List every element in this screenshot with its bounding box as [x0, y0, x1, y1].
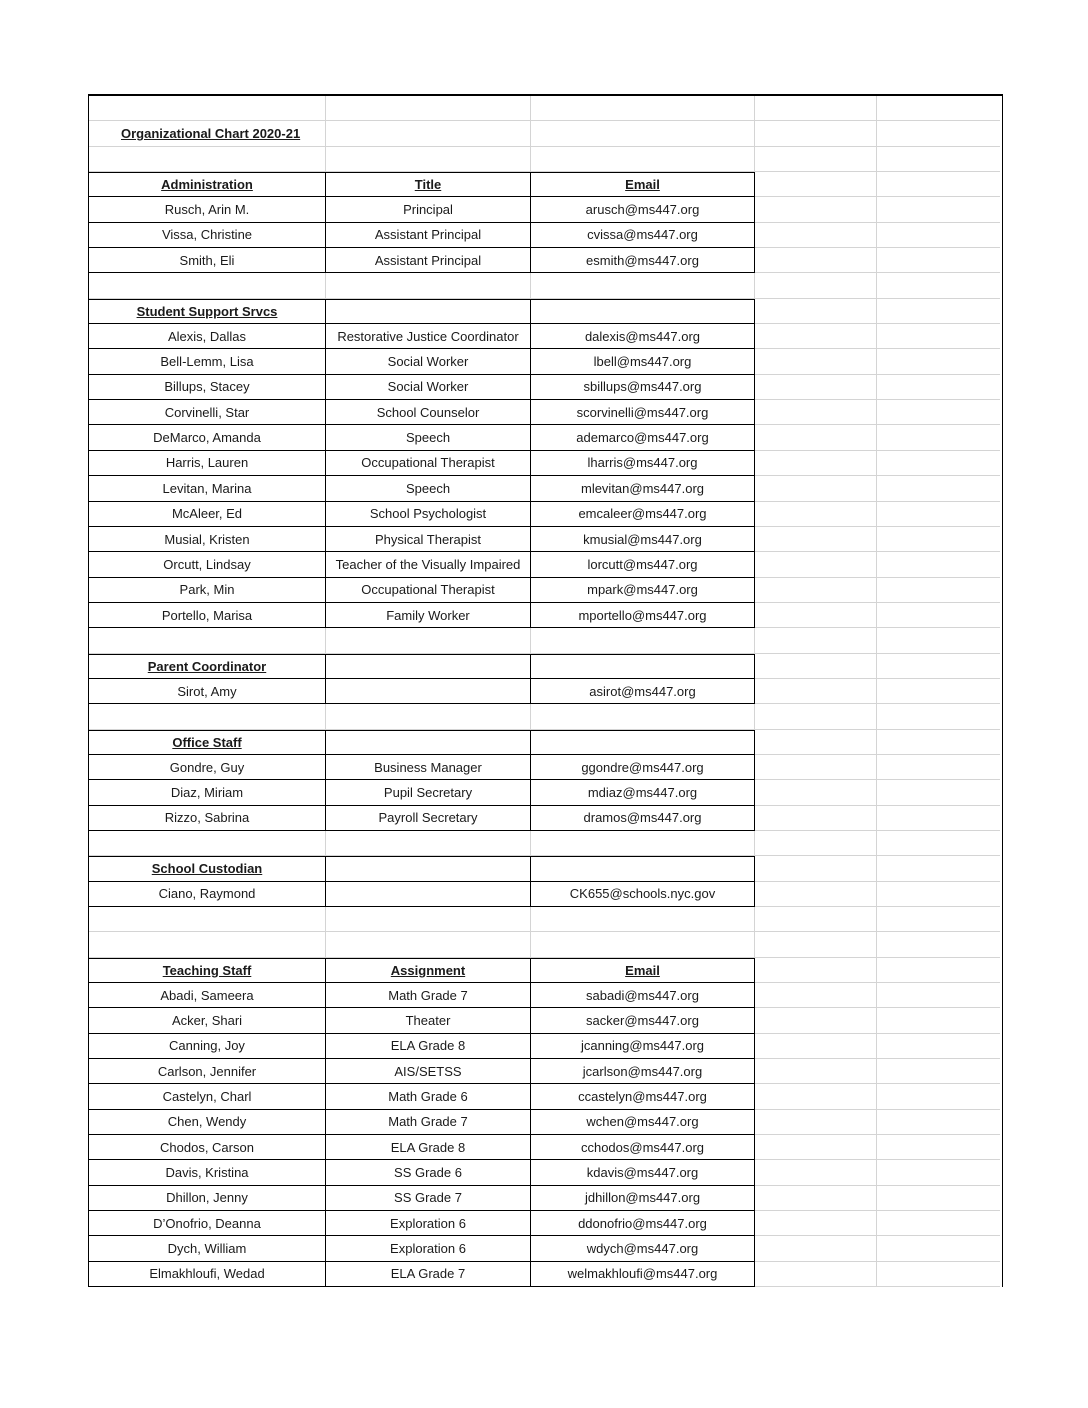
staff-name-cell: Corvinelli, Star	[89, 400, 326, 425]
staff-email-cell: cchodos@ms447.org	[531, 1135, 755, 1160]
table-row	[89, 248, 1002, 273]
empty-cell	[877, 1008, 1000, 1033]
empty-cell	[755, 502, 877, 527]
table-row	[89, 983, 1002, 1008]
staff-email-cell: scorvinelli@ms447.org	[531, 400, 755, 425]
staff-name-cell: Dhillon, Jenny	[89, 1186, 326, 1211]
staff-email-cell: mportello@ms447.org	[531, 603, 755, 628]
empty-cell	[877, 223, 1000, 248]
staff-email-cell: sabadi@ms447.org	[531, 983, 755, 1008]
empty-cell	[531, 628, 755, 653]
staff-email-cell: cvissa@ms447.org	[531, 223, 755, 248]
staff-name-cell: Abadi, Sameera	[89, 983, 326, 1008]
section-header-email: Email	[531, 958, 755, 983]
table-row	[89, 780, 1002, 805]
staff-title-cell: Occupational Therapist	[326, 451, 531, 476]
empty-cell	[755, 983, 877, 1008]
empty-cell	[531, 831, 755, 856]
staff-email-cell: kdavis@ms447.org	[531, 1160, 755, 1185]
staff-name-cell: Billups, Stacey	[89, 375, 326, 400]
staff-email-cell: wchen@ms447.org	[531, 1110, 755, 1135]
empty-cell	[755, 476, 877, 501]
empty-cell	[877, 425, 1000, 450]
section-header-title	[326, 856, 531, 881]
staff-email-cell: sacker@ms447.org	[531, 1008, 755, 1033]
staff-title-cell: Social Worker	[326, 349, 531, 374]
table-row	[89, 806, 1002, 831]
empty-cell	[877, 1135, 1000, 1160]
empty-cell	[877, 349, 1000, 374]
staff-email-cell: mpark@ms447.org	[531, 578, 755, 603]
staff-title-cell: Social Worker	[326, 375, 531, 400]
empty-cell	[755, 907, 877, 932]
staff-title-cell: Physical Therapist	[326, 527, 531, 552]
staff-name-cell: Castelyn, Charl	[89, 1084, 326, 1109]
table-row	[89, 552, 1002, 577]
staff-title-cell: Assistant Principal	[326, 223, 531, 248]
table-row	[89, 1034, 1002, 1059]
empty-cell	[877, 603, 1000, 628]
empty-cell	[89, 831, 326, 856]
empty-cell	[755, 1034, 877, 1059]
section-header-name: Administration	[89, 172, 326, 197]
table-row	[89, 324, 1002, 349]
empty-cell	[877, 248, 1000, 273]
staff-email-cell: CK655@schools.nyc.gov	[531, 882, 755, 907]
table-row	[89, 375, 1002, 400]
staff-title-cell: Exploration 6	[326, 1236, 531, 1261]
table-row	[89, 1110, 1002, 1135]
staff-name-cell: Park, Min	[89, 578, 326, 603]
table-row	[89, 349, 1002, 374]
staff-name-cell: Orcutt, Lindsay	[89, 552, 326, 577]
table-row	[89, 1160, 1002, 1185]
section-header-email	[531, 299, 755, 324]
table-row	[89, 1135, 1002, 1160]
empty-cell	[755, 1186, 877, 1211]
empty-cell	[877, 628, 1000, 653]
staff-email-cell: ggondre@ms447.org	[531, 755, 755, 780]
staff-email-cell: mlevitan@ms447.org	[531, 476, 755, 501]
staff-name-cell: Diaz, Miriam	[89, 780, 326, 805]
empty-cell	[877, 831, 1000, 856]
section-header-name: School Custodian	[89, 856, 326, 881]
empty-cell	[877, 1160, 1000, 1185]
section-header-name: Teaching Staff	[89, 958, 326, 983]
empty-cell	[877, 1084, 1000, 1109]
empty-cell	[877, 856, 1000, 881]
empty-cell	[755, 273, 877, 298]
empty-cell	[89, 932, 326, 957]
staff-name-cell: Harris, Lauren	[89, 451, 326, 476]
empty-cell	[877, 476, 1000, 501]
table-row	[89, 1211, 1002, 1236]
staff-name-cell: Dych, William	[89, 1236, 326, 1261]
staff-name-cell: Chen, Wendy	[89, 1110, 326, 1135]
empty-cell	[877, 375, 1000, 400]
table-row	[89, 578, 1002, 603]
empty-cell	[755, 425, 877, 450]
empty-cell	[877, 552, 1000, 577]
empty-cell	[877, 806, 1000, 831]
empty-cell	[755, 349, 877, 374]
table-row	[89, 400, 1002, 425]
staff-title-cell	[326, 679, 531, 704]
staff-title-cell: Exploration 6	[326, 1211, 531, 1236]
staff-title-cell: School Psychologist	[326, 502, 531, 527]
staff-title-cell: Pupil Secretary	[326, 780, 531, 805]
section-header-row	[89, 654, 1002, 679]
staff-email-cell: asirot@ms447.org	[531, 679, 755, 704]
staff-title-cell	[326, 882, 531, 907]
staff-name-cell: D’Onofrio, Deanna	[89, 1211, 326, 1236]
empty-cell	[755, 578, 877, 603]
empty-cell	[755, 1211, 877, 1236]
empty-cell	[877, 197, 1000, 222]
staff-email-cell: sbillups@ms447.org	[531, 375, 755, 400]
staff-title-cell: Business Manager	[326, 755, 531, 780]
empty-cell	[755, 882, 877, 907]
table-row	[89, 502, 1002, 527]
staff-name-cell: Elmakhloufi, Wedad	[89, 1262, 326, 1287]
staff-title-cell: ELA Grade 8	[326, 1034, 531, 1059]
staff-name-cell: McAleer, Ed	[89, 502, 326, 527]
staff-email-cell: lorcutt@ms447.org	[531, 552, 755, 577]
section-header-email	[531, 730, 755, 755]
staff-title-cell: Occupational Therapist	[326, 578, 531, 603]
table-row	[89, 603, 1002, 628]
empty-cell	[755, 375, 877, 400]
empty-cell	[877, 755, 1000, 780]
empty-cell	[755, 704, 877, 729]
empty-cell	[877, 299, 1000, 324]
staff-name-cell: Rizzo, Sabrina	[89, 806, 326, 831]
empty-row	[89, 96, 1002, 121]
empty-row	[89, 628, 1002, 653]
staff-title-cell: Restorative Justice Coordinator	[326, 324, 531, 349]
empty-cell	[755, 1262, 877, 1287]
empty-cell	[531, 932, 755, 957]
staff-title-cell: Speech	[326, 476, 531, 501]
empty-cell	[877, 1186, 1000, 1211]
empty-cell	[877, 1211, 1000, 1236]
empty-cell	[877, 1034, 1000, 1059]
title-row	[89, 121, 1002, 146]
empty-cell	[326, 932, 531, 957]
empty-cell	[755, 755, 877, 780]
staff-email-cell: ccastelyn@ms447.org	[531, 1084, 755, 1109]
empty-cell	[755, 806, 877, 831]
empty-cell	[877, 907, 1000, 932]
staff-title-cell: SS Grade 7	[326, 1186, 531, 1211]
table-row	[89, 1186, 1002, 1211]
empty-cell	[89, 704, 326, 729]
staff-name-cell: Levitan, Marina	[89, 476, 326, 501]
staff-email-cell: jcarlson@ms447.org	[531, 1059, 755, 1084]
staff-email-cell: dalexis@ms447.org	[531, 324, 755, 349]
staff-title-cell: ELA Grade 7	[326, 1262, 531, 1287]
staff-title-cell: Assistant Principal	[326, 248, 531, 273]
empty-cell	[877, 679, 1000, 704]
table-row	[89, 679, 1002, 704]
staff-name-cell: Canning, Joy	[89, 1034, 326, 1059]
empty-cell	[89, 907, 326, 932]
empty-cell	[755, 1160, 877, 1185]
section-header-email	[531, 654, 755, 679]
empty-cell	[755, 1236, 877, 1261]
staff-title-cell: AIS/SETSS	[326, 1059, 531, 1084]
staff-name-cell: Gondre, Guy	[89, 755, 326, 780]
empty-cell	[755, 856, 877, 881]
empty-cell	[531, 704, 755, 729]
staff-title-cell: Payroll Secretary	[326, 806, 531, 831]
empty-cell	[877, 1236, 1000, 1261]
section-header-title	[326, 299, 531, 324]
staff-title-cell: Speech	[326, 425, 531, 450]
empty-row	[89, 932, 1002, 957]
staff-email-cell: lharris@ms447.org	[531, 451, 755, 476]
empty-cell	[877, 958, 1000, 983]
empty-row	[89, 147, 1002, 172]
staff-name-cell: Ciano, Raymond	[89, 882, 326, 907]
empty-cell	[877, 400, 1000, 425]
empty-cell	[877, 578, 1000, 603]
empty-cell	[326, 831, 531, 856]
table-row	[89, 1008, 1002, 1033]
empty-row	[89, 704, 1002, 729]
empty-cell	[326, 273, 531, 298]
staff-name-cell: Chodos, Carson	[89, 1135, 326, 1160]
empty-cell	[755, 197, 877, 222]
empty-cell	[755, 654, 877, 679]
empty-cell	[877, 1110, 1000, 1135]
empty-cell	[877, 730, 1000, 755]
empty-cell	[755, 831, 877, 856]
empty-cell	[326, 907, 531, 932]
staff-email-cell: lbell@ms447.org	[531, 349, 755, 374]
staff-title-cell: ELA Grade 8	[326, 1135, 531, 1160]
empty-cell	[877, 704, 1000, 729]
staff-name-cell: Alexis, Dallas	[89, 324, 326, 349]
staff-name-cell: Davis, Kristina	[89, 1160, 326, 1185]
staff-title-cell: Math Grade 6	[326, 1084, 531, 1109]
empty-row	[89, 273, 1002, 298]
staff-name-cell: Musial, Kristen	[89, 527, 326, 552]
empty-cell	[755, 780, 877, 805]
empty-cell	[89, 628, 326, 653]
table-row	[89, 527, 1002, 552]
staff-name-cell: Rusch, Arin M.	[89, 197, 326, 222]
empty-cell	[755, 451, 877, 476]
section-header-row	[89, 172, 1002, 197]
empty-row	[89, 907, 1002, 932]
staff-name-cell: Carlson, Jennifer	[89, 1059, 326, 1084]
staff-email-cell: jcanning@ms447.org	[531, 1034, 755, 1059]
staff-title-cell: SS Grade 6	[326, 1160, 531, 1185]
section-header-title: Assignment	[326, 958, 531, 983]
staff-email-cell: welmakhloufi@ms447.org	[531, 1262, 755, 1287]
staff-title-cell: Math Grade 7	[326, 1110, 531, 1135]
staff-email-cell: arusch@ms447.org	[531, 197, 755, 222]
empty-cell	[877, 983, 1000, 1008]
empty-cell	[755, 248, 877, 273]
empty-cell	[755, 172, 877, 197]
staff-name-cell: Vissa, Christine	[89, 223, 326, 248]
empty-cell	[877, 882, 1000, 907]
section-header-name: Office Staff	[89, 730, 326, 755]
table-row	[89, 451, 1002, 476]
empty-cell	[755, 527, 877, 552]
staff-email-cell: kmusial@ms447.org	[531, 527, 755, 552]
section-header-name: Student Support Srvcs	[89, 299, 326, 324]
empty-cell	[755, 1110, 877, 1135]
empty-cell	[877, 451, 1000, 476]
empty-cell	[755, 400, 877, 425]
spreadsheet-grid	[88, 94, 1003, 1287]
section-header-row	[89, 856, 1002, 881]
empty-cell	[877, 172, 1000, 197]
staff-title-cell: Theater	[326, 1008, 531, 1033]
table-row	[89, 1059, 1002, 1084]
section-header-title	[326, 730, 531, 755]
empty-cell	[326, 628, 531, 653]
staff-email-cell: wdych@ms447.org	[531, 1236, 755, 1261]
empty-cell	[755, 958, 877, 983]
empty-cell	[326, 704, 531, 729]
empty-cell	[877, 527, 1000, 552]
section-header-title	[326, 654, 531, 679]
empty-cell	[877, 780, 1000, 805]
table-row	[89, 882, 1002, 907]
staff-name-cell: Portello, Marisa	[89, 603, 326, 628]
staff-email-cell: dramos@ms447.org	[531, 806, 755, 831]
staff-email-cell: esmith@ms447.org	[531, 248, 755, 273]
empty-cell	[755, 299, 877, 324]
table-row	[89, 1084, 1002, 1109]
table-row	[89, 197, 1002, 222]
empty-cell	[755, 1135, 877, 1160]
section-header-email	[531, 856, 755, 881]
table-row	[89, 1262, 1002, 1287]
empty-cell	[877, 324, 1000, 349]
staff-title-cell: Math Grade 7	[326, 983, 531, 1008]
staff-name-cell: Smith, Eli	[89, 248, 326, 273]
staff-email-cell: emcaleer@ms447.org	[531, 502, 755, 527]
section-header-row	[89, 299, 1002, 324]
empty-row	[89, 831, 1002, 856]
empty-cell	[755, 628, 877, 653]
empty-cell	[877, 1059, 1000, 1084]
empty-cell	[877, 1262, 1000, 1287]
table-row	[89, 1236, 1002, 1261]
empty-cell	[89, 273, 326, 298]
empty-cell	[755, 932, 877, 957]
empty-cell	[531, 907, 755, 932]
section-header-email: Email	[531, 172, 755, 197]
empty-cell	[755, 1008, 877, 1033]
empty-cell	[755, 552, 877, 577]
empty-cell	[755, 223, 877, 248]
section-header-row	[89, 958, 1002, 983]
empty-cell	[755, 1084, 877, 1109]
staff-name-cell: DeMarco, Amanda	[89, 425, 326, 450]
staff-name-cell: Bell-Lemm, Lisa	[89, 349, 326, 374]
staff-name-cell: Acker, Shari	[89, 1008, 326, 1033]
empty-cell	[755, 1059, 877, 1084]
staff-name-cell: Sirot, Amy	[89, 679, 326, 704]
staff-email-cell: jdhillon@ms447.org	[531, 1186, 755, 1211]
staff-title-cell: Principal	[326, 197, 531, 222]
section-header-title: Title	[326, 172, 531, 197]
empty-cell	[755, 679, 877, 704]
staff-email-cell: ddonofrio@ms447.org	[531, 1211, 755, 1236]
empty-cell	[877, 932, 1000, 957]
empty-cell	[877, 502, 1000, 527]
table-row	[89, 425, 1002, 450]
empty-cell	[531, 273, 755, 298]
section-header-row	[89, 730, 1002, 755]
page-title: Organizational Chart 2020-21	[89, 121, 326, 146]
staff-title-cell: Family Worker	[326, 603, 531, 628]
empty-cell	[877, 273, 1000, 298]
staff-title-cell: School Counselor	[326, 400, 531, 425]
section-header-name: Parent Coordinator	[89, 654, 326, 679]
staff-email-cell: ademarco@ms447.org	[531, 425, 755, 450]
staff-title-cell: Teacher of the Visually Impaired	[326, 552, 531, 577]
table-row	[89, 755, 1002, 780]
empty-cell	[755, 324, 877, 349]
table-row	[89, 223, 1002, 248]
staff-email-cell: mdiaz@ms447.org	[531, 780, 755, 805]
empty-cell	[755, 603, 877, 628]
empty-cell	[755, 730, 877, 755]
table-row	[89, 476, 1002, 501]
empty-cell	[877, 654, 1000, 679]
